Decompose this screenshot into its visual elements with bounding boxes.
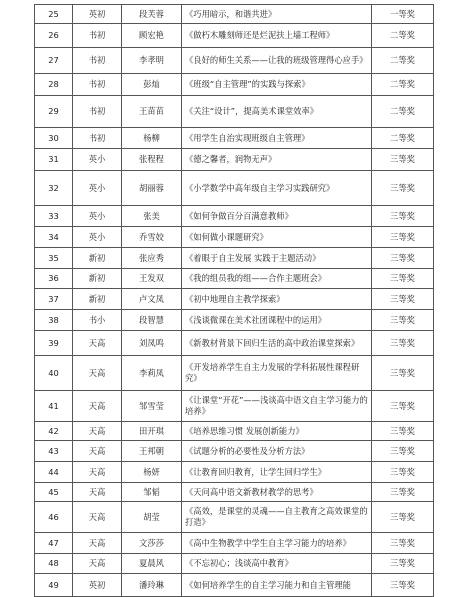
- school-cell: 英初: [73, 5, 122, 24]
- table-row: [35, 502, 434, 533]
- teacher-name-cell: 王邦朝: [122, 441, 182, 462]
- award-cell: 三等奖: [372, 391, 434, 422]
- paper-title-cell: 《高中生物教学中学生自主学习能力的培养》: [182, 533, 372, 554]
- row-number: 43: [35, 441, 73, 462]
- paper-title-cell: 《让课堂“开花”——浅谈高中语文自主学习能力的培养》: [182, 391, 372, 422]
- paper-title-cell: 《培养思维习惯 发展创新能力》: [182, 422, 372, 441]
- award-cell: 三等奖: [372, 227, 434, 248]
- row-number: 47: [35, 533, 73, 554]
- school-cell: 书初: [73, 74, 122, 96]
- paper-title-cell: 《初中地理自主教学探索》: [182, 289, 372, 310]
- table-row: [35, 128, 434, 149]
- table-row: [35, 554, 434, 574]
- award-cell: 二等奖: [372, 128, 434, 149]
- teacher-name-cell: 胡莹: [122, 502, 182, 533]
- table-row: [35, 391, 434, 422]
- paper-title-cell: 《不忘初心；浅谈高中教育》: [182, 554, 372, 574]
- table-row: [35, 149, 434, 171]
- table-row: [35, 227, 434, 248]
- school-cell: 天高: [73, 462, 122, 483]
- award-cell: 三等奖: [372, 441, 434, 462]
- teacher-name-cell: 刘凤鸣: [122, 331, 182, 356]
- school-cell: 天高: [73, 331, 122, 356]
- row-number: 32: [35, 171, 73, 206]
- paper-title-cell: 《我的组员我的组——合作主题班会》: [182, 269, 372, 289]
- award-table: [34, 4, 434, 597]
- table-row: [35, 5, 434, 24]
- row-number: 35: [35, 248, 73, 269]
- paper-title-cell: 《高效，是课堂的灵魂——自主教育之高效课堂的打造》: [182, 502, 372, 533]
- paper-title-cell: 《浅谈微课在美术社团课程中的运用》: [182, 310, 372, 331]
- table-row: [35, 422, 434, 441]
- school-cell: 英小: [73, 149, 122, 171]
- paper-title-cell: 《德之馨者，润物无声》: [182, 149, 372, 171]
- table-row: [35, 462, 434, 483]
- teacher-name-cell: 段智慧: [122, 310, 182, 331]
- teacher-name-cell: 文莎莎: [122, 533, 182, 554]
- award-cell: 三等奖: [372, 289, 434, 310]
- row-number: 49: [35, 574, 73, 597]
- table-row: [35, 310, 434, 331]
- teacher-name-cell: 乔雪姣: [122, 227, 182, 248]
- row-number: 31: [35, 149, 73, 171]
- row-number: 40: [35, 356, 73, 391]
- table-row: [35, 533, 434, 554]
- school-cell: 英小: [73, 227, 122, 248]
- award-cell: 三等奖: [372, 554, 434, 574]
- teacher-name-cell: 张应秀: [122, 248, 182, 269]
- school-cell: 书初: [73, 48, 122, 74]
- row-number: 27: [35, 48, 73, 74]
- school-cell: 天高: [73, 441, 122, 462]
- row-number: 41: [35, 391, 73, 422]
- award-cell: 二等奖: [372, 96, 434, 128]
- award-cell: 二等奖: [372, 74, 434, 96]
- teacher-name-cell: 李莉凤: [122, 356, 182, 391]
- table-row: [35, 171, 434, 206]
- teacher-name-cell: 王发双: [122, 269, 182, 289]
- row-number: 26: [35, 24, 73, 48]
- school-cell: 天高: [73, 554, 122, 574]
- teacher-name-cell: 胡丽蓉: [122, 171, 182, 206]
- row-number: 38: [35, 310, 73, 331]
- paper-title-cell: 《如何做小课题研究》: [182, 227, 372, 248]
- award-cell: 三等奖: [372, 310, 434, 331]
- table-row: [35, 441, 434, 462]
- row-number: 36: [35, 269, 73, 289]
- row-number: 39: [35, 331, 73, 356]
- award-cell: 三等奖: [372, 269, 434, 289]
- table-row: [35, 74, 434, 96]
- paper-title-cell: 《班级“自主管理”的实践与探索》: [182, 74, 372, 96]
- school-cell: 英小: [73, 206, 122, 227]
- teacher-name-cell: 张程程: [122, 149, 182, 171]
- table-row: [35, 356, 434, 391]
- school-cell: 新初: [73, 269, 122, 289]
- award-cell: 二等奖: [372, 24, 434, 48]
- table-row: [35, 269, 434, 289]
- paper-title-cell: 《新教材背景下回归生活的高中政治课堂探索》: [182, 331, 372, 356]
- award-cell: 三等奖: [372, 422, 434, 441]
- teacher-name-cell: 杨妍: [122, 462, 182, 483]
- row-number: 33: [35, 206, 73, 227]
- paper-title-cell: 《用学生自治实现班级自主管理》: [182, 128, 372, 149]
- award-cell: 三等奖: [372, 206, 434, 227]
- row-number: 48: [35, 554, 73, 574]
- table-row: [35, 574, 434, 597]
- table-row: [35, 331, 434, 356]
- teacher-name-cell: 顾宏艳: [122, 24, 182, 48]
- school-cell: 新初: [73, 248, 122, 269]
- paper-title-cell: 《让教育回归教育，让学生回归学生》: [182, 462, 372, 483]
- paper-title-cell: 《如何培养学生的自主学习能力和自主管理能: [182, 574, 372, 597]
- teacher-name-cell: 夏晨风: [122, 554, 182, 574]
- teacher-name-cell: 段芙蓉: [122, 5, 182, 24]
- award-table-body: [35, 5, 434, 597]
- teacher-name-cell: 彭灿: [122, 74, 182, 96]
- school-cell: 天高: [73, 483, 122, 502]
- award-cell: 一等奖: [372, 5, 434, 24]
- row-number: 34: [35, 227, 73, 248]
- paper-title-cell: 《着眼于自主发展 实践于主题活动》: [182, 248, 372, 269]
- row-number: 37: [35, 289, 73, 310]
- table-row: [35, 48, 434, 74]
- teacher-name-cell: 杨柳: [122, 128, 182, 149]
- teacher-name-cell: 潘玲琳: [122, 574, 182, 597]
- teacher-name-cell: 邹韬: [122, 483, 182, 502]
- paper-title-cell: 《开发培养学生自主力发展的学科拓展性课程研究》: [182, 356, 372, 391]
- teacher-name-cell: 李孝明: [122, 48, 182, 74]
- table-row: [35, 483, 434, 502]
- award-cell: 三等奖: [372, 533, 434, 554]
- school-cell: 天高: [73, 356, 122, 391]
- school-cell: 新初: [73, 289, 122, 310]
- award-cell: 三等奖: [372, 171, 434, 206]
- award-cell: 三等奖: [372, 248, 434, 269]
- school-cell: 书初: [73, 96, 122, 128]
- paper-title-cell: 《小学数学中高年级自主学习实践研究》: [182, 171, 372, 206]
- table-row: [35, 96, 434, 128]
- row-number: 44: [35, 462, 73, 483]
- school-cell: 英初: [73, 574, 122, 597]
- paper-title-cell: 《良好的师生关系——让我的班级管理得心应手》: [182, 48, 372, 74]
- teacher-name-cell: 卢文凤: [122, 289, 182, 310]
- school-cell: 天高: [73, 391, 122, 422]
- paper-title-cell: 《天问高中语文新教材教学的思考》: [182, 483, 372, 502]
- row-number: 25: [35, 5, 73, 24]
- table-row: [35, 24, 434, 48]
- row-number: 46: [35, 502, 73, 533]
- award-cell: 三等奖: [372, 483, 434, 502]
- row-number: 30: [35, 128, 73, 149]
- award-cell: 三等奖: [372, 574, 434, 597]
- table-row: [35, 289, 434, 310]
- school-cell: 书小: [73, 310, 122, 331]
- school-cell: 天高: [73, 422, 122, 441]
- table-row: [35, 206, 434, 227]
- paper-title-cell: 《如何争做百分百满意教师》: [182, 206, 372, 227]
- teacher-name-cell: 王苗苗: [122, 96, 182, 128]
- school-cell: 天高: [73, 533, 122, 554]
- award-cell: 三等奖: [372, 149, 434, 171]
- teacher-name-cell: 田开琪: [122, 422, 182, 441]
- paper-title-cell: 《做朽木雕刻师还是烂泥扶上墙工程师》: [182, 24, 372, 48]
- paper-title-cell: 《巧用暗示，和谐共进》: [182, 5, 372, 24]
- school-cell: 天高: [73, 502, 122, 533]
- table-row: [35, 248, 434, 269]
- school-cell: 书初: [73, 24, 122, 48]
- award-cell: 三等奖: [372, 356, 434, 391]
- award-cell: 三等奖: [372, 331, 434, 356]
- teacher-name-cell: 张美: [122, 206, 182, 227]
- teacher-name-cell: 邹雪莹: [122, 391, 182, 422]
- row-number: 42: [35, 422, 73, 441]
- award-cell: 三等奖: [372, 502, 434, 533]
- row-number: 29: [35, 96, 73, 128]
- award-cell: 三等奖: [372, 462, 434, 483]
- award-cell: 二等奖: [372, 48, 434, 74]
- paper-title-cell: 《试题分析的必要性及分析方法》: [182, 441, 372, 462]
- school-cell: 英小: [73, 171, 122, 206]
- paper-title-cell: 《关注“设计”，提高美术课堂效率》: [182, 96, 372, 128]
- school-cell: 书初: [73, 128, 122, 149]
- row-number: 45: [35, 483, 73, 502]
- row-number: 28: [35, 74, 73, 96]
